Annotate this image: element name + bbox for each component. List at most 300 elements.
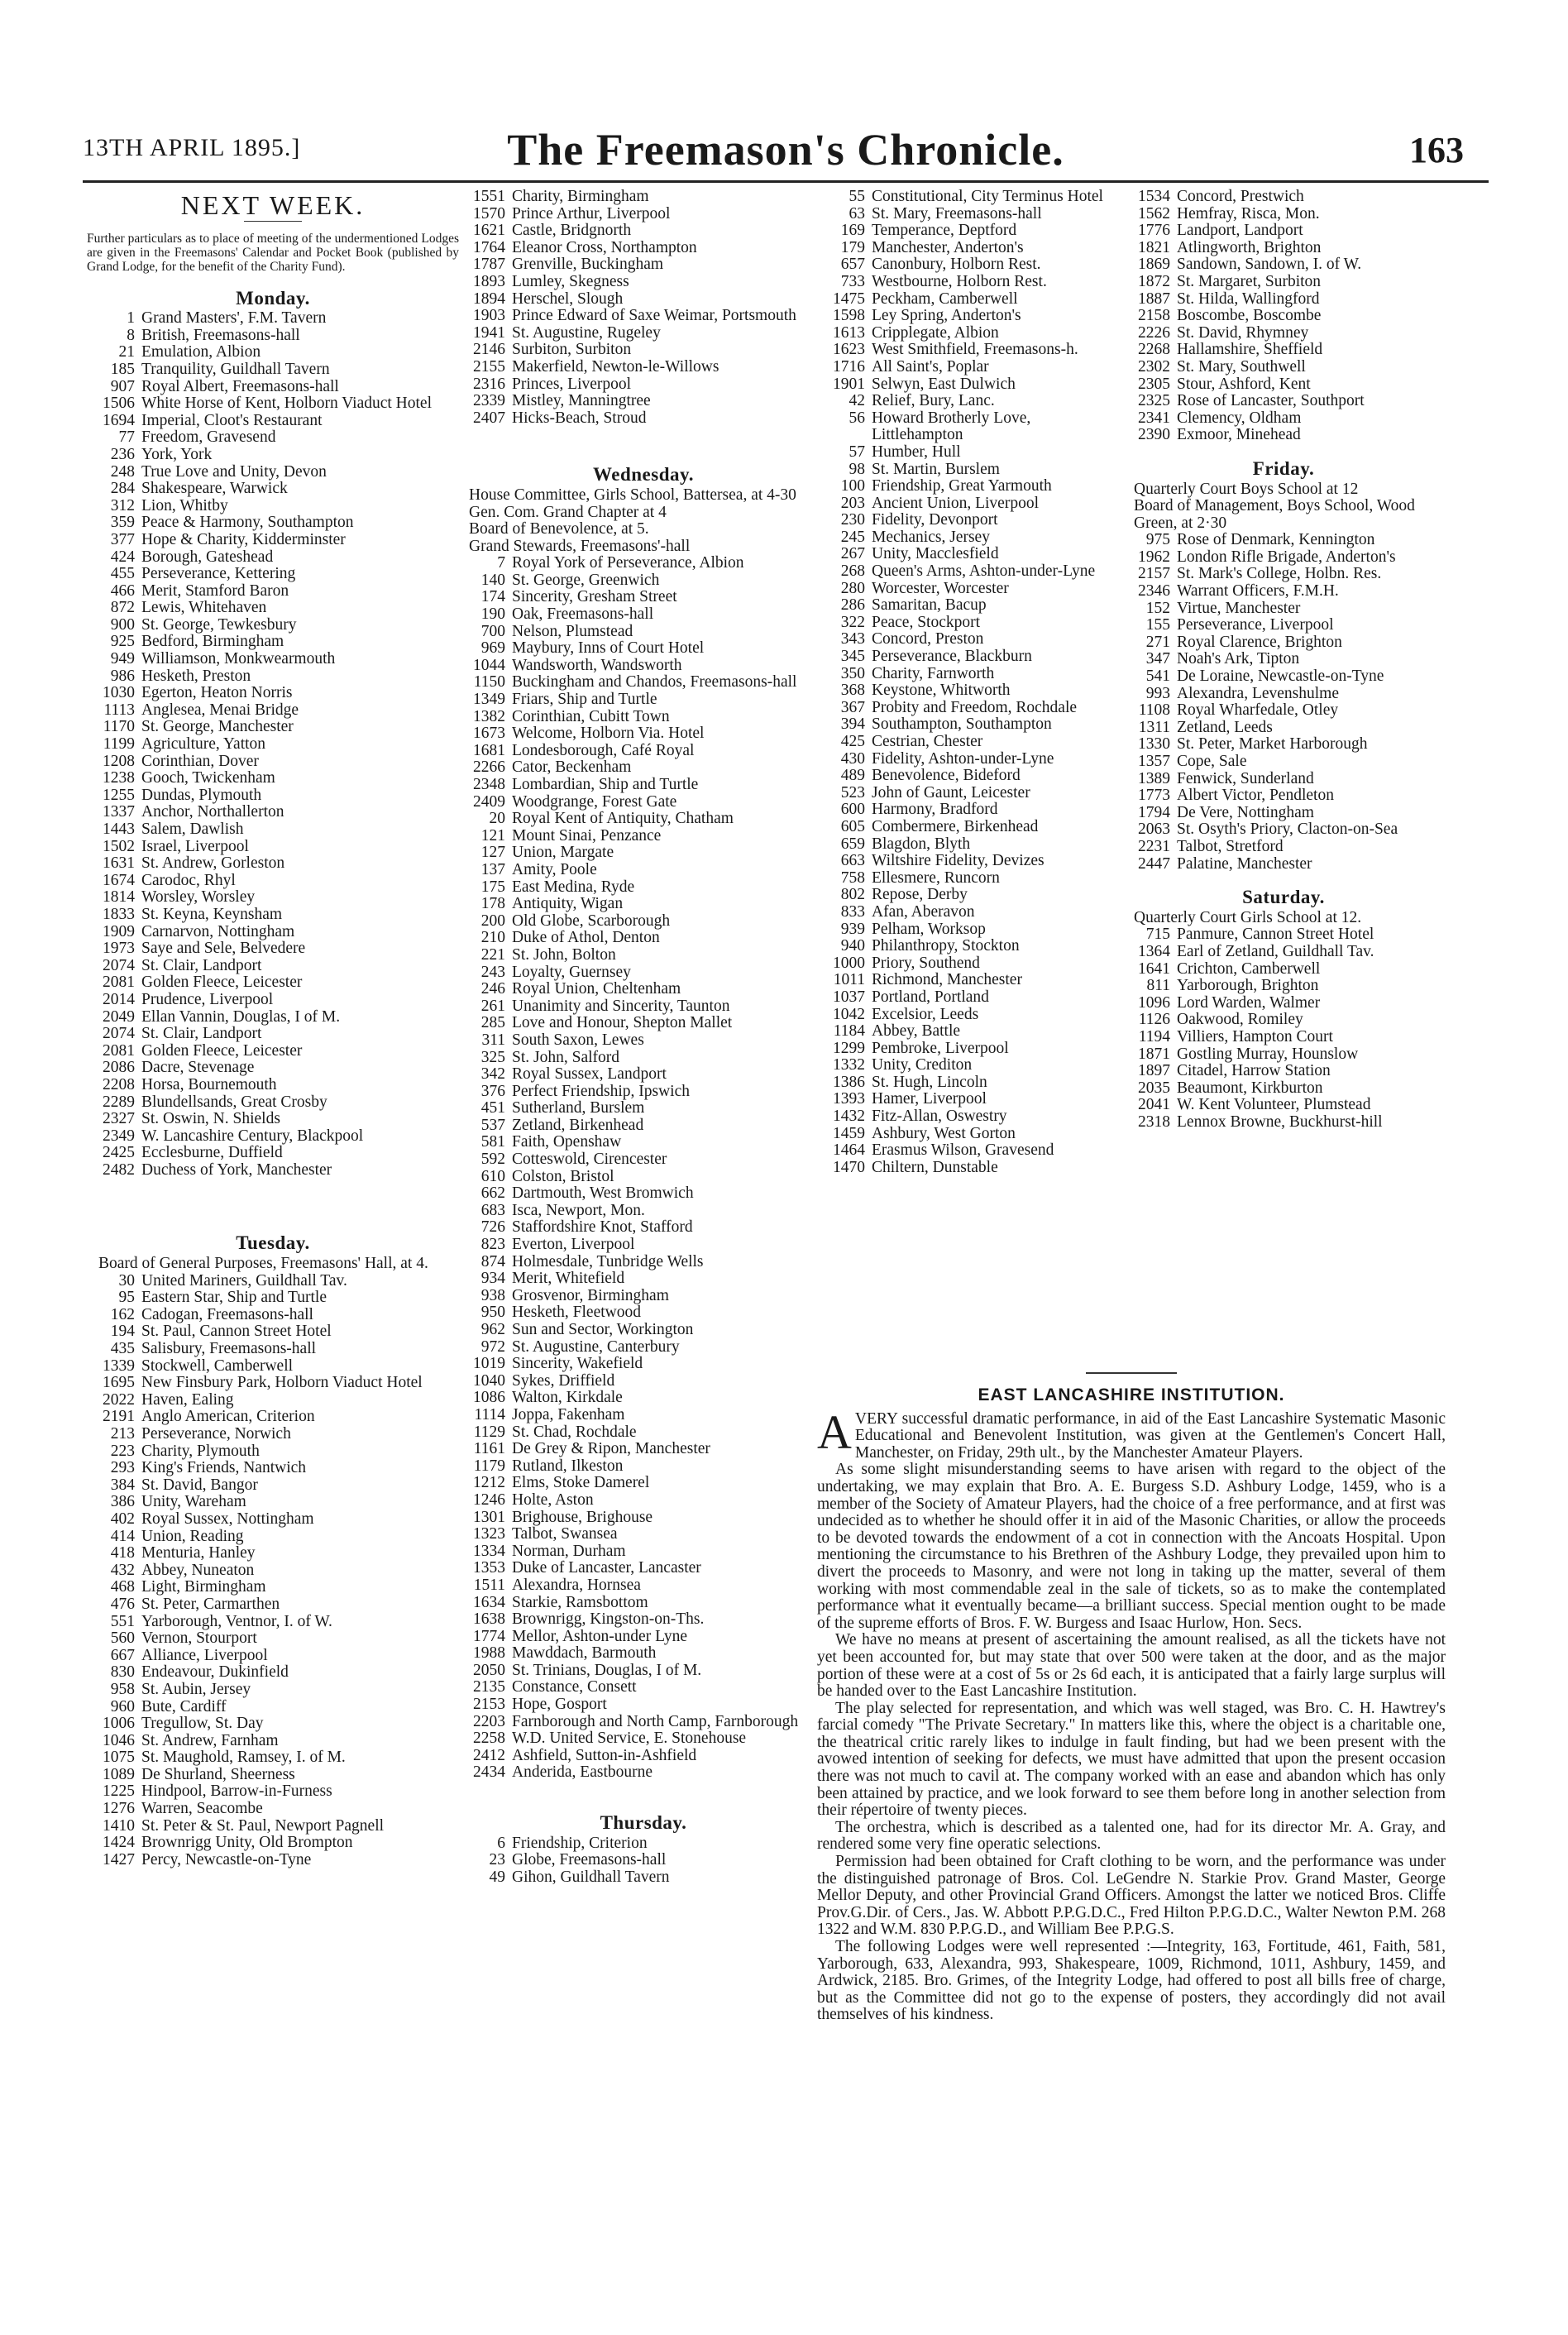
lodge-name: St. Trinians, Douglas, I of M. bbox=[512, 1661, 702, 1679]
lodge-name: Cotteswold, Cirencester bbox=[512, 1151, 667, 1169]
lodge-number: 1833 bbox=[103, 905, 135, 923]
lodge-name: Mount Sinai, Penzance bbox=[512, 826, 662, 845]
lodge-number: 359 bbox=[110, 514, 135, 532]
lodge-entry bbox=[457, 1100, 829, 1117]
lodge-name: South Saxon, Lewes bbox=[512, 1031, 644, 1049]
lodge-number: 1393 bbox=[833, 1090, 865, 1108]
lodge-name: St. Keyna, Keynsham bbox=[141, 905, 283, 923]
lodge-number: 2135 bbox=[473, 1678, 505, 1696]
article-paragraph: The orchestra, which is described as a talented one, had for its director Mr. A. Gray, and rendered some very fine operatic selections. bbox=[817, 1818, 1446, 1854]
lodge-number: 1037 bbox=[833, 988, 865, 1006]
friday-heading: Friday. bbox=[1252, 457, 1315, 479]
lodge-number: 200 bbox=[480, 912, 505, 930]
lodge-name: Oak, Freemasons-hall bbox=[512, 605, 654, 624]
lodge-number: 1716 bbox=[833, 357, 865, 376]
lodge-entry bbox=[457, 222, 829, 240]
lodge-entry bbox=[87, 770, 459, 787]
lodge-entry bbox=[87, 328, 459, 345]
lodge-name: West Smithfield, Freemasons-h. bbox=[872, 341, 1078, 359]
lodge-entry bbox=[87, 754, 459, 771]
lodge-name: Freedom, Gravesend bbox=[141, 428, 276, 447]
lodge-name: Worsley, Worsley bbox=[141, 888, 256, 907]
lodge-name: Hope, Gosport bbox=[512, 1696, 607, 1714]
wednesday-list bbox=[457, 555, 829, 1782]
lodge-number: 56 bbox=[849, 409, 865, 427]
lodge-number: 1424 bbox=[103, 1834, 135, 1852]
lodge-name: Loyalty, Guernsey bbox=[512, 963, 631, 981]
lodge-name: St. Augustine, Canterbury bbox=[512, 1337, 680, 1356]
lodge-number: 1011 bbox=[833, 971, 865, 989]
lodge-name: Lewis, Whitehaven bbox=[141, 599, 267, 617]
lodge-entry bbox=[87, 1043, 459, 1060]
article-paragraph: Permission had been obtained for Craft clothing to be worn, and the performance was under the distinguished patronage of Bros. Col. LeGendre N. Starkie Prov. Grand Master, George Mellor Deputy, and other Provincial Grand Officers. Amongst the latter we noticed Bros. Cliffe Prov.G.Dir. of Cers., Jas. W. Abbott P.P.G.D.C., Fred Hilton P.P.G.D.C., Walter Newton P.M. 268 1322 and W.M. 830 P.P.G.D., and William Bee P.P.G.S. bbox=[817, 1853, 1446, 1939]
lodge-number: 2425 bbox=[103, 1144, 135, 1162]
lodge-name: Hamer, Liverpool bbox=[872, 1090, 987, 1108]
lodge-entry bbox=[817, 274, 1123, 291]
lodge-name: Friendship, Great Yarmouth bbox=[872, 477, 1052, 495]
lodge-entry bbox=[1122, 702, 1445, 720]
lodge-number: 1337 bbox=[103, 803, 135, 821]
lodge-number: 1364 bbox=[1138, 942, 1170, 960]
lodge-number: 1613 bbox=[833, 323, 865, 342]
lodge-number: 833 bbox=[840, 902, 865, 921]
lodge-number: 700 bbox=[480, 622, 505, 640]
lodge-name: Queen's Arms, Ashton-under-Lyne bbox=[872, 562, 1096, 581]
saturday-list bbox=[1122, 926, 1445, 1131]
lodge-number: 7 bbox=[497, 554, 505, 572]
lodge-name: Palatine, Manchester bbox=[1177, 854, 1312, 873]
lodge-number: 2327 bbox=[103, 1110, 135, 1128]
lodge-name: All Saint's, Poplar bbox=[872, 357, 989, 376]
lodge-name: Sun and Sector, Workington bbox=[512, 1321, 694, 1338]
lodge-entry bbox=[1122, 291, 1445, 309]
lodge-entry bbox=[87, 685, 459, 702]
lodge-entry bbox=[457, 759, 829, 777]
lodge-entry bbox=[457, 206, 829, 223]
lodge-entry bbox=[457, 1492, 829, 1510]
lodge-name: Blundellsands, Great Crosby bbox=[141, 1093, 327, 1111]
lodge-name: Tranquility, Guildhall Tavern bbox=[141, 360, 330, 378]
article-title: EAST LANCASHIRE INSTITUTION. bbox=[978, 1385, 1285, 1404]
lodge-entry bbox=[817, 853, 1123, 870]
thursday-heading: Thursday. bbox=[600, 1812, 687, 1834]
lodge-name: Wandsworth, Wandsworth bbox=[512, 656, 682, 674]
lodge-number: 1353 bbox=[473, 1559, 505, 1577]
lodge-number: 1382 bbox=[473, 707, 505, 725]
lodge-number: 424 bbox=[110, 548, 135, 566]
lodge-name: St. Hilda, Wallingford bbox=[1177, 289, 1320, 308]
lodge-name: Amity, Poole bbox=[512, 860, 597, 878]
lodge-name: Stour, Ashford, Kent bbox=[1177, 375, 1311, 393]
lodge-entry bbox=[87, 1145, 459, 1162]
lodge-entry bbox=[87, 1648, 459, 1665]
lodge-entry bbox=[87, 1818, 459, 1835]
lodge-number: 1903 bbox=[473, 307, 505, 325]
lodge-number: 23 bbox=[489, 1851, 505, 1869]
lodge-number: 2349 bbox=[103, 1127, 135, 1145]
lodge-entry bbox=[457, 274, 829, 291]
lodge-name: Eastern Star, Ship and Turtle bbox=[141, 1289, 327, 1307]
lodge-entry bbox=[457, 1852, 829, 1869]
lodge-entry bbox=[457, 1441, 829, 1458]
lodge-number: 1562 bbox=[1138, 204, 1170, 222]
lodge-name: Brownrigg Unity, Old Brompton bbox=[141, 1834, 353, 1852]
lodge-number: 2153 bbox=[473, 1696, 505, 1714]
lodge-name: True Love and Unity, Devon bbox=[141, 462, 327, 481]
lodge-entry bbox=[817, 478, 1123, 495]
lodge-name: Farnborough and North Camp, Farnborough bbox=[512, 1712, 799, 1730]
lodge-number: 1674 bbox=[103, 871, 135, 889]
lodge-number: 2063 bbox=[1138, 821, 1170, 839]
lodge-number: 1638 bbox=[473, 1610, 505, 1629]
lodge-entry bbox=[87, 1529, 459, 1546]
lodge-name: Oakwood, Romiley bbox=[1177, 1011, 1303, 1029]
lodge-number: 802 bbox=[840, 886, 865, 904]
lodge-number: 2157 bbox=[1138, 565, 1170, 583]
friday-note-1: Quarterly Court Boys School at 12 bbox=[1134, 480, 1359, 498]
lodge-entry bbox=[87, 1614, 459, 1631]
lodge-name: Sutherland, Burslem bbox=[512, 1099, 645, 1117]
lodge-entry bbox=[817, 989, 1123, 1007]
lodge-entry bbox=[1122, 736, 1445, 754]
lodge-name: York, York bbox=[141, 445, 213, 463]
lodge-name: Perseverance, Norwich bbox=[141, 1425, 291, 1443]
lodge-number: 2081 bbox=[103, 974, 135, 992]
lodge-entry bbox=[87, 1630, 459, 1648]
lodge-name: St. Maughold, Ramsey, I. of M. bbox=[141, 1749, 346, 1767]
east-lancashire-article bbox=[817, 1359, 1446, 2024]
lodge-number: 1006 bbox=[103, 1715, 135, 1733]
lodge-name: Charity, Plymouth bbox=[141, 1442, 260, 1460]
lodge-name: Starkie, Ramsbottom bbox=[512, 1593, 648, 1611]
lodge-name: St. George, Greenwich bbox=[512, 571, 660, 589]
lodge-name: White Horse of Kent, Holborn Viaduct Hotel bbox=[141, 395, 433, 413]
lodge-number: 430 bbox=[840, 749, 865, 768]
lodge-name: Temperance, Deptford bbox=[872, 222, 1017, 240]
lodge-entry bbox=[817, 785, 1123, 802]
lodge-entry bbox=[457, 1645, 829, 1663]
lodge-number: 2305 bbox=[1138, 375, 1170, 393]
lodge-name: Dundas, Plymouth bbox=[141, 786, 262, 804]
lodge-name: Afan, Aberavon bbox=[872, 902, 975, 921]
lodge-name: St. Martin, Burslem bbox=[872, 460, 1000, 478]
lodge-name: Holmesdale, Tunbridge Wells bbox=[512, 1252, 704, 1270]
lodge-entry bbox=[457, 1714, 829, 1731]
lodge-number: 63 bbox=[849, 204, 865, 222]
lodge-name: Grenville, Buckingham bbox=[512, 256, 664, 274]
lodge-entry bbox=[817, 1160, 1123, 1177]
lodge-number: 248 bbox=[110, 462, 135, 481]
lodge-name: Cadogan, Freemasons-hall bbox=[141, 1305, 313, 1323]
lodge-number: 322 bbox=[840, 613, 865, 631]
lodge-entry bbox=[87, 634, 459, 651]
lodge-number: 1108 bbox=[1138, 701, 1170, 720]
lodge-entry bbox=[457, 1835, 829, 1853]
lodge-entry bbox=[457, 1288, 829, 1305]
lodge-entry bbox=[87, 1273, 459, 1290]
lodge-number: 934 bbox=[480, 1270, 505, 1288]
lodge-number: 2339 bbox=[473, 392, 505, 410]
lodge-entry bbox=[87, 1852, 459, 1869]
lodge-name: Welcome, Holborn Via. Hotel bbox=[512, 725, 705, 743]
lodge-entry bbox=[1122, 856, 1445, 873]
lodge-number: 1040 bbox=[473, 1371, 505, 1390]
lodge-entry bbox=[457, 1577, 829, 1595]
lodge-entry bbox=[87, 447, 459, 464]
lodge-number: 261 bbox=[480, 997, 505, 1015]
lodge-number: 1634 bbox=[473, 1593, 505, 1611]
lodge-entry bbox=[457, 1629, 829, 1646]
lodge-name: Mistley, Manningtree bbox=[512, 392, 651, 410]
lodge-entry bbox=[457, 1373, 829, 1390]
lodge-number: 662 bbox=[480, 1184, 505, 1203]
monday-heading: Monday. bbox=[236, 287, 310, 309]
lodge-name: Yarborough, Ventnor, I. of W. bbox=[141, 1612, 332, 1630]
lodge-entry bbox=[457, 930, 829, 947]
lodge-name: Hesketh, Preston bbox=[141, 667, 251, 685]
lodge-number: 2086 bbox=[103, 1059, 135, 1077]
lodge-entry bbox=[457, 862, 829, 879]
lodge-name: St. Margaret, Surbiton bbox=[1177, 272, 1322, 290]
lodge-entry bbox=[1122, 926, 1445, 944]
lodge-name: St. Andrew, Farnham bbox=[141, 1731, 279, 1749]
lodge-name: St. George, Manchester bbox=[141, 718, 294, 736]
lodge-number: 1887 bbox=[1138, 289, 1170, 308]
lodge-name: Westbourne, Holborn Rest. bbox=[872, 272, 1047, 290]
lodge-name: St. Peter, Market Harborough bbox=[1177, 735, 1368, 754]
lodge-entry bbox=[457, 828, 829, 845]
lodge-name: Gihon, Guildhall Tavern bbox=[512, 1868, 670, 1886]
lodge-name: Ellan Vannin, Douglas, I of M. bbox=[141, 1007, 341, 1026]
lodge-name: Probity and Freedom, Rochdale bbox=[872, 698, 1078, 716]
lodge-name: Carodoc, Rhyl bbox=[141, 871, 236, 889]
lodge-name: Staffordshire Knot, Stafford bbox=[512, 1218, 693, 1237]
lodge-name: Alexandra, Hornsea bbox=[512, 1576, 641, 1594]
lodge-entry bbox=[457, 1151, 829, 1169]
lodge-entry bbox=[457, 256, 829, 274]
lodge-number: 1570 bbox=[473, 204, 505, 222]
lodge-entry bbox=[1122, 771, 1445, 788]
lodge-name: Humber, Hull bbox=[872, 443, 961, 461]
lodge-name: De Vere, Nottingham bbox=[1177, 803, 1314, 821]
lodge-entry bbox=[87, 429, 459, 447]
lodge-name: Globe, Freemasons-hall bbox=[512, 1851, 667, 1869]
lodge-entry bbox=[1122, 821, 1445, 839]
lodge-number: 1246 bbox=[473, 1490, 505, 1509]
lodge-name: Everton, Liverpool bbox=[512, 1236, 635, 1254]
lodge-entry bbox=[457, 376, 829, 394]
lodge-number: 2325 bbox=[1138, 392, 1170, 410]
lodge-number: 960 bbox=[110, 1697, 135, 1715]
lodge-name: Mellor, Ashton-under Lyne bbox=[512, 1627, 688, 1645]
lodge-entry bbox=[87, 1562, 459, 1580]
lodge-number: 271 bbox=[1145, 633, 1170, 651]
lodge-entry bbox=[457, 998, 829, 1016]
lodge-entry bbox=[1122, 720, 1445, 737]
lodge-name: Erasmus Wilson, Gravesend bbox=[872, 1141, 1054, 1160]
lodge-name: Agriculture, Yatton bbox=[141, 735, 266, 754]
lodge-number: 2268 bbox=[1138, 341, 1170, 359]
lodge-entry bbox=[817, 1007, 1123, 1024]
lodge-number: 178 bbox=[480, 895, 505, 913]
lodge-number: 907 bbox=[110, 377, 135, 395]
lodge-entry bbox=[457, 1050, 829, 1067]
lodge-name: Duke of Lancaster, Lancaster bbox=[512, 1559, 701, 1577]
lodge-name: Hope & Charity, Kidderminster bbox=[141, 530, 346, 548]
lodge-number: 8 bbox=[127, 326, 135, 344]
lodge-name: Samaritan, Bacup bbox=[872, 596, 987, 615]
lodge-entry bbox=[87, 1162, 459, 1179]
lodge-entry bbox=[457, 624, 829, 641]
article-paragraph: The play selected for representation, and which was well staged, was Bro. C. H. Hawtrey's farcial comedy "The Private Secretary." In matters like this, where the object is a charitable one, the theatrical critic rarely likes to indulge in fault finding, but had we been present with the avowed intention of seeking for defects, we must have admitted that upon the present occasion there was not much to cavil at. The company worked with an ease and abandon which has only been attained by practice, and we look forward to see them before long in another selection from their répertoire of twenty pieces. bbox=[817, 1699, 1446, 1820]
lodge-name: Dartmouth, West Bromwich bbox=[512, 1184, 694, 1203]
lodge-number: 2412 bbox=[473, 1746, 505, 1764]
lodge-entry bbox=[87, 1783, 459, 1801]
lodge-number: 342 bbox=[480, 1065, 505, 1084]
lodge-entry bbox=[457, 1117, 829, 1135]
lodge-number: 2346 bbox=[1138, 582, 1170, 600]
issue-date: 13TH APRIL 1895.] bbox=[83, 134, 301, 161]
lodge-number: 2447 bbox=[1138, 854, 1170, 873]
lodge-number: 2022 bbox=[103, 1390, 135, 1409]
lodge-number: 1623 bbox=[833, 341, 865, 359]
lodge-name: Prince Arthur, Liverpool bbox=[512, 204, 671, 222]
lodge-entry bbox=[817, 615, 1123, 632]
lodge-entry bbox=[1122, 240, 1445, 257]
lodge-name: Horsa, Bournemouth bbox=[141, 1075, 277, 1093]
lodge-number: 1113 bbox=[103, 701, 135, 719]
lodge-name: Anglesea, Menai Bridge bbox=[141, 701, 299, 719]
lodge-entry bbox=[817, 206, 1123, 223]
lodge-entry bbox=[457, 325, 829, 342]
lodge-number: 42 bbox=[849, 392, 865, 410]
lodge-number: 1427 bbox=[103, 1850, 135, 1868]
lodge-entry bbox=[87, 344, 459, 361]
lodge-number: 311 bbox=[481, 1031, 505, 1049]
lodge-name: Israel, Liverpool bbox=[141, 837, 249, 855]
lodge-entry bbox=[817, 870, 1123, 888]
lodge-number: 1962 bbox=[1138, 548, 1170, 566]
lodge-number: 476 bbox=[110, 1595, 135, 1613]
lodge-number: 1042 bbox=[833, 1005, 865, 1023]
lodge-entry bbox=[1122, 1114, 1445, 1132]
lodge-name: Unity, Wareham bbox=[141, 1493, 246, 1511]
lodge-name: Hallamshire, Sheffield bbox=[1177, 341, 1323, 359]
lodge-entry bbox=[457, 896, 829, 913]
lodge-number: 1459 bbox=[833, 1124, 865, 1142]
column-3 bbox=[817, 189, 1123, 1176]
lodge-entry bbox=[817, 801, 1123, 819]
lodge-entry bbox=[1122, 651, 1445, 668]
lodge-entry bbox=[1122, 787, 1445, 805]
lodge-entry bbox=[87, 668, 459, 686]
lodge-entry bbox=[87, 1026, 459, 1043]
lodge-entry bbox=[1122, 359, 1445, 376]
lodge-number: 1673 bbox=[473, 725, 505, 743]
lodge-name: Love and Honour, Shepton Mallet bbox=[512, 1014, 733, 1032]
lodge-name: Villiers, Hampton Court bbox=[1177, 1027, 1333, 1045]
lodge-entry bbox=[817, 342, 1123, 359]
lodge-number: 347 bbox=[1145, 650, 1170, 668]
lodge-number: 1988 bbox=[473, 1644, 505, 1663]
column-2 bbox=[457, 189, 829, 1886]
lodge-entry bbox=[1122, 978, 1445, 995]
lodge-number: 185 bbox=[110, 360, 135, 378]
lodge-name: St. Chad, Rochdale bbox=[512, 1423, 637, 1441]
lodge-entry bbox=[457, 1696, 829, 1714]
lodge-number: 1901 bbox=[833, 375, 865, 393]
lodge-name: Landport, Landport bbox=[1177, 222, 1303, 240]
lodge-name: Pelham, Worksop bbox=[872, 920, 986, 938]
lodge-entry bbox=[457, 572, 829, 590]
lodge-number: 418 bbox=[110, 1544, 135, 1562]
lodge-entry bbox=[817, 495, 1123, 513]
lodge-name: Royal York of Perseverance, Albion bbox=[512, 554, 744, 572]
next-week-intro: Further particulars as to place of meeting of the undermentioned Lodges are given in the Freemasons' Calendar and Pocket Book (published by Grand Lodge, for the benefit of the Charity Fund). bbox=[87, 231, 459, 274]
lodge-name: Salisbury, Freemasons-hall bbox=[141, 1340, 317, 1358]
lodge-entry bbox=[87, 1009, 459, 1026]
lodge-entry bbox=[457, 1339, 829, 1357]
lodge-entry bbox=[817, 546, 1123, 563]
lodge-entry bbox=[87, 1749, 459, 1767]
lodge-name: Talbot, Swansea bbox=[512, 1525, 618, 1543]
lodge-name: East Medina, Ryde bbox=[512, 878, 635, 896]
lodge-name: Beaumont, Kirkburton bbox=[1177, 1079, 1323, 1097]
lodge-number: 605 bbox=[840, 817, 865, 835]
lodge-name: St. Clair, Landport bbox=[141, 1025, 262, 1043]
lodge-entry bbox=[1122, 600, 1445, 618]
lodge-number: 1225 bbox=[103, 1782, 135, 1801]
lodge-name: King's Friends, Nantwich bbox=[141, 1459, 307, 1477]
lodge-entry bbox=[1122, 754, 1445, 771]
lodge-entry bbox=[1122, 532, 1445, 549]
lodge-entry bbox=[87, 1077, 459, 1094]
lodge-number: 2074 bbox=[103, 956, 135, 974]
lodge-entry bbox=[817, 700, 1123, 717]
lodge-number: 230 bbox=[840, 511, 865, 529]
lodge-entry bbox=[87, 1664, 459, 1682]
lodge-name: Howard Brotherly Love, Littlehampton bbox=[872, 409, 1031, 444]
lodge-number: 179 bbox=[840, 238, 865, 256]
lodge-name: Lennox Browne, Buckhurst-hill bbox=[1177, 1112, 1383, 1131]
lodge-name: Zetland, Birkenhead bbox=[512, 1116, 644, 1134]
lodge-entry bbox=[87, 992, 459, 1009]
lodge-number: 489 bbox=[840, 767, 865, 785]
lodge-entry bbox=[457, 845, 829, 862]
lodge-entry bbox=[1122, 1029, 1445, 1046]
lodge-number: 174 bbox=[480, 588, 505, 606]
lodge-name: Sandown, Sandown, I. of W. bbox=[1177, 256, 1362, 274]
lodge-name: Ley Spring, Anderton's bbox=[872, 307, 1021, 325]
lodge-number: 975 bbox=[1145, 531, 1170, 549]
lodge-entry bbox=[1122, 222, 1445, 240]
lodge-name: Earl of Zetland, Guildhall Tav. bbox=[1177, 942, 1374, 960]
lodge-entry bbox=[87, 889, 459, 907]
lodge-entry bbox=[1122, 805, 1445, 822]
lodge-entry bbox=[817, 1108, 1123, 1126]
lodge-entry bbox=[457, 1390, 829, 1407]
lodge-name: Light, Birmingham bbox=[141, 1578, 266, 1596]
lodge-name: Brighouse, Brighouse bbox=[512, 1508, 653, 1526]
lodge-entry bbox=[87, 1060, 459, 1077]
lodge-entry bbox=[87, 1426, 459, 1443]
lodge-name: Canonbury, Holborn Rest. bbox=[872, 256, 1041, 274]
lodge-entry bbox=[457, 1611, 829, 1629]
lodge-name: Royal Wharfedale, Otley bbox=[1177, 701, 1339, 720]
lodge-name: Gostling Murray, Hounslow bbox=[1177, 1045, 1359, 1063]
lodge-name: Rose of Denmark, Kennington bbox=[1177, 531, 1375, 549]
lodge-name: Zetland, Leeds bbox=[1177, 718, 1273, 736]
